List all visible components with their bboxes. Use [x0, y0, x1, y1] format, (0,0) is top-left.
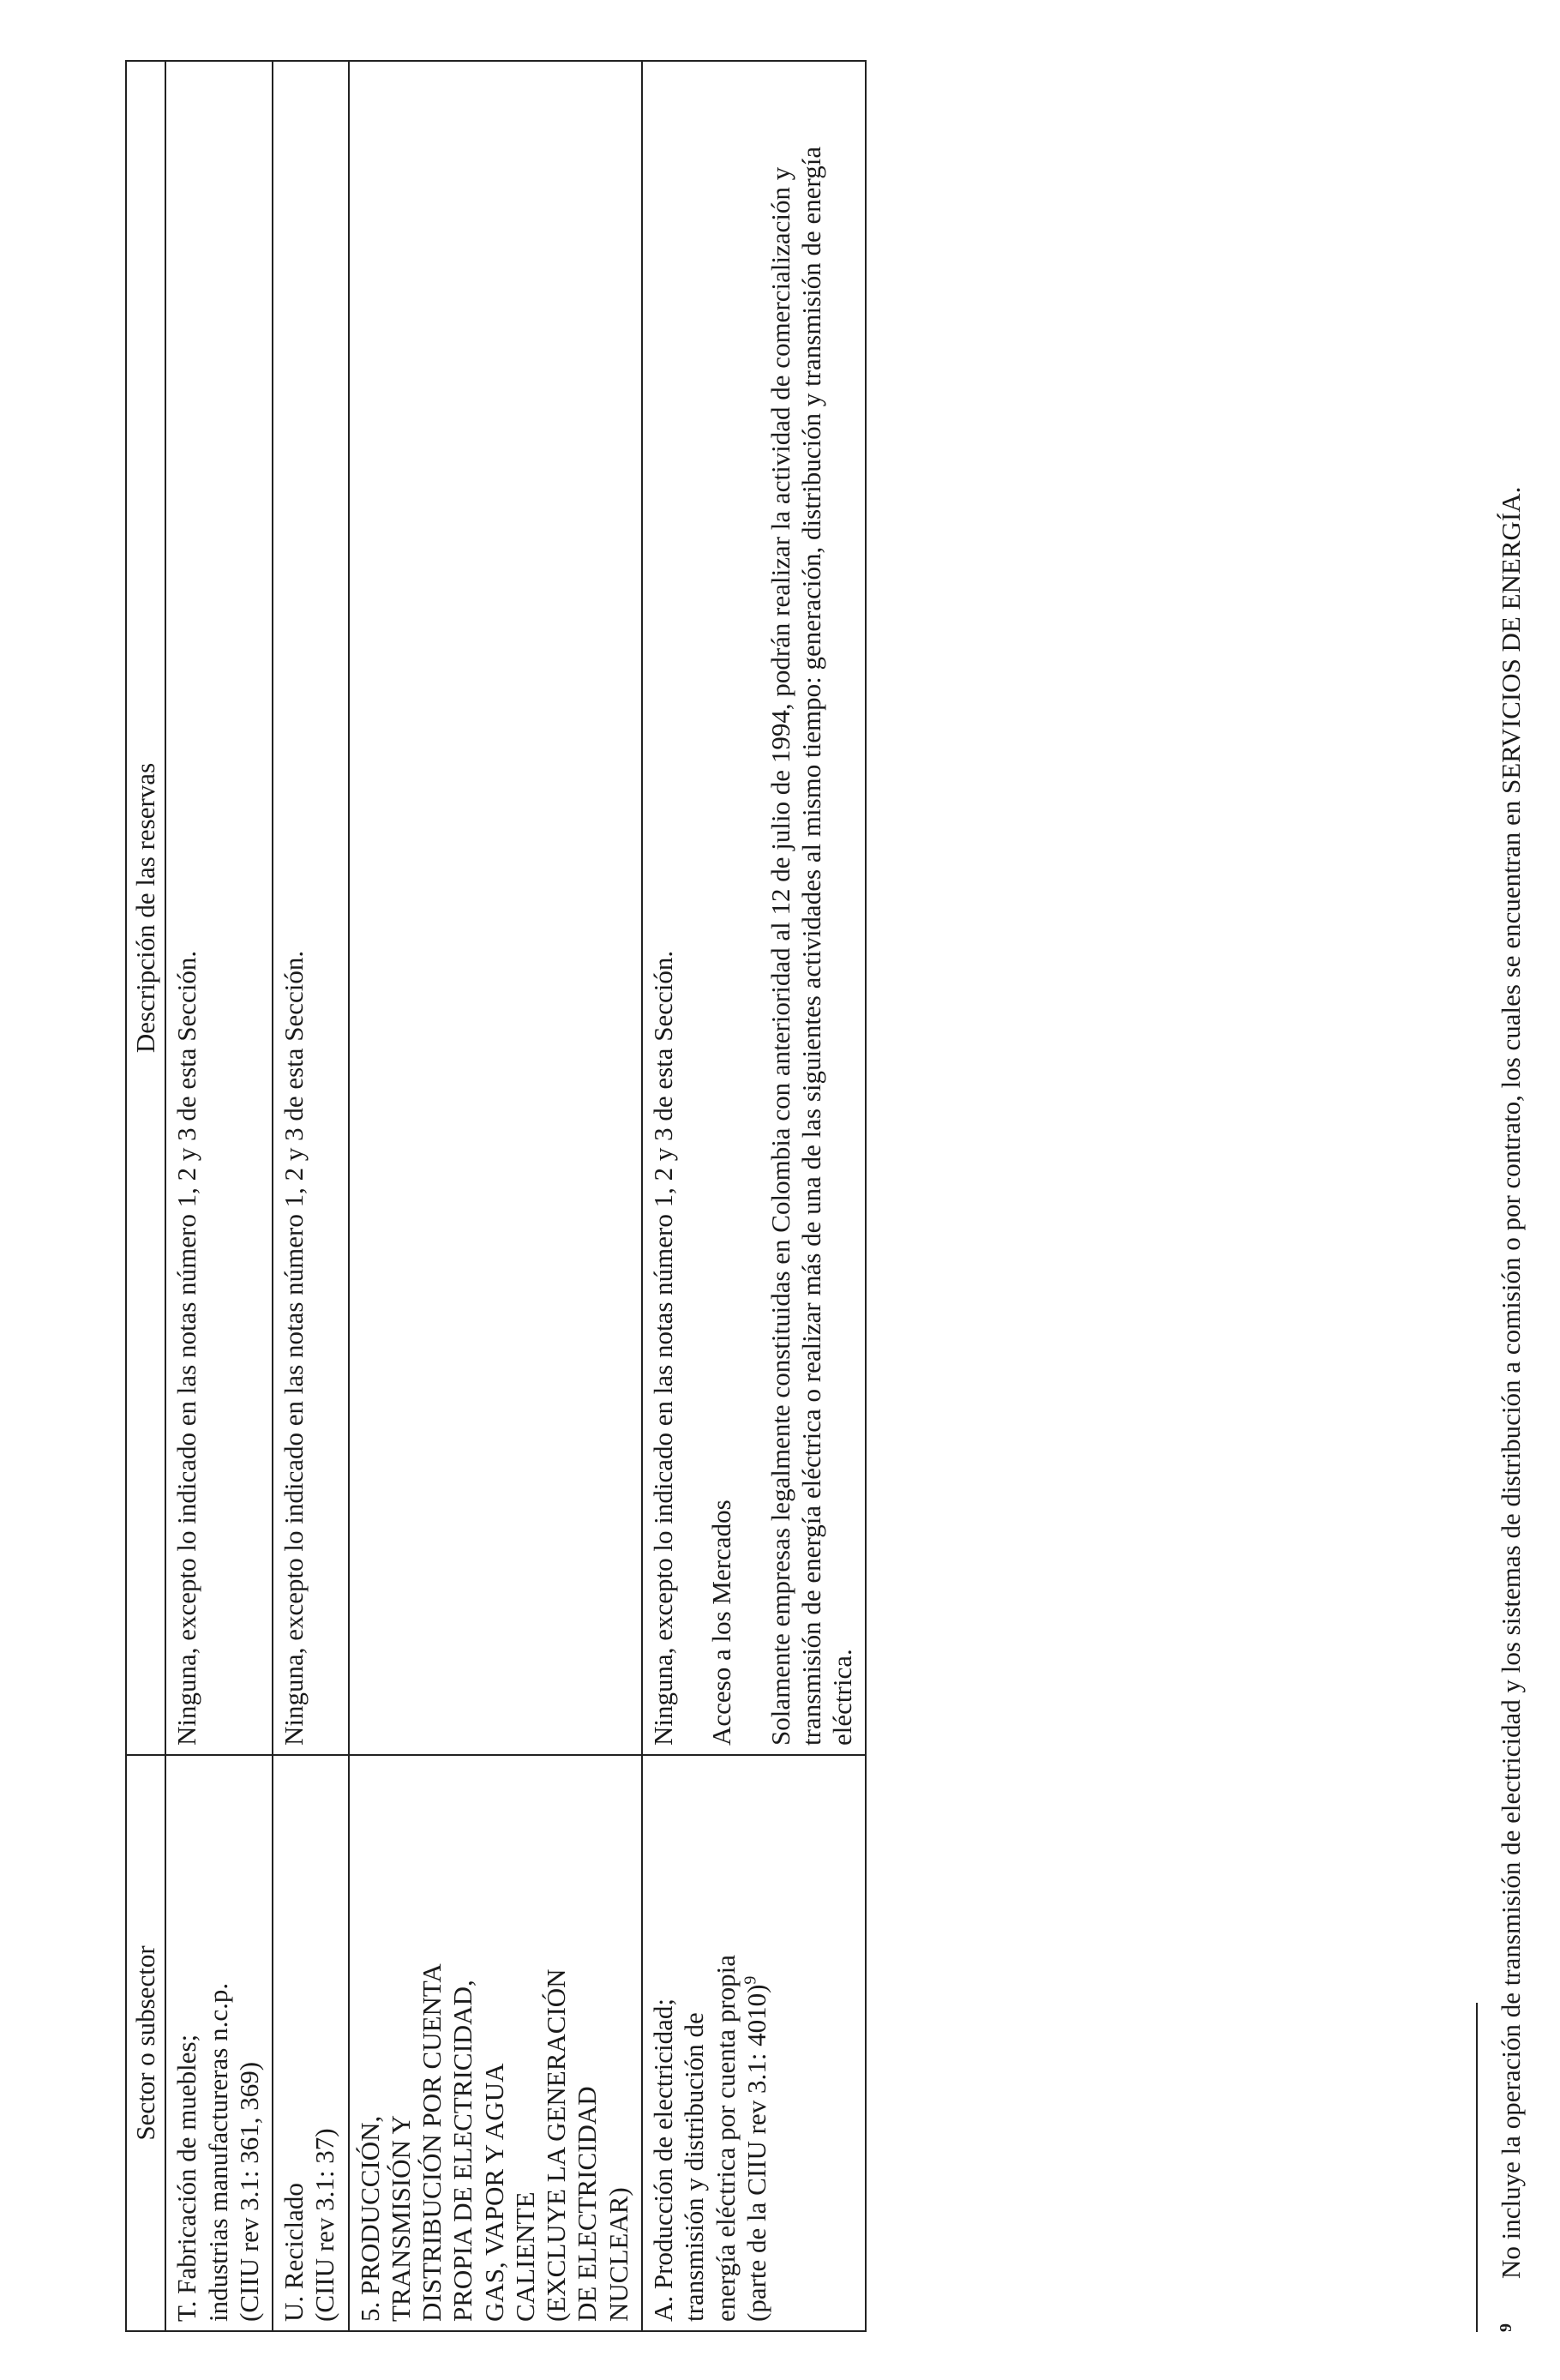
reserves-table — [125, 60, 867, 2332]
table-row — [349, 61, 642, 2331]
footnote-reference[interactable]: 9 — [741, 1975, 760, 1985]
sector-cell — [349, 1755, 642, 2331]
description-cell — [165, 61, 273, 1755]
sector-cell — [642, 1755, 866, 2331]
sector-text: T. Fabricación de muebles; industrias manufactureras n.c.p. (CIIU rev 3.1: 361, 369) — [171, 1982, 264, 2322]
table-header-row — [126, 61, 165, 2331]
footnote-text: No incluye la operación de transmisión de electricidad y los sistemas de distribución a comisión o por contrato, los cuales se encuentran en SERVICIOS DE ENERGÍA. — [1496, 486, 1526, 2279]
footnote-divider — [1476, 2003, 1478, 2332]
description-text: Solamente empresas legalmente constituidas en Colombia con anterioridad al 12 de julio de 1994, podrán realizar la actividad de comercialización y transmisión de energía eléctrica o realizar más de una de las siguientes actividades al mismo tiempo: generación, distribución y transmisión de energía eléctrica. — [765, 146, 858, 1746]
sector-text: U. Reciclado (CIIU rev 3.1: 37) — [279, 2128, 340, 2322]
sector-cell — [273, 1755, 349, 2331]
sector-cell — [165, 1755, 273, 2331]
description-text: Ninguna, excepto lo indicado en las notas número 1, 2 y 3 de esta Sección. — [647, 950, 678, 1746]
description-text: Ninguna, excepto lo indicado en las notas número 1, 2 y 3 de esta Sección. — [279, 950, 309, 1746]
description-text: Ninguna, excepto lo indicado en las notas número 1, 2 y 3 de esta Sección. — [171, 950, 202, 1746]
description-cell — [642, 61, 866, 1755]
footnote-number: 9 — [1497, 2323, 1515, 2332]
table-row — [273, 61, 349, 2331]
sector-text: A. Producción de electricidad; transmisión y distribución de energía eléctrica por cuenta propia (parte de la CIIU rev 3.1: 4010) — [647, 1954, 771, 2322]
description-cell-empty — [349, 61, 642, 1755]
description-cell — [273, 61, 349, 1755]
table-row — [642, 61, 866, 2331]
footnote — [1495, 69, 1527, 2332]
header-sector: Sector o subsector — [126, 1755, 165, 2331]
description-subheading: Acceso a los Mercados — [706, 1500, 737, 1746]
table-row — [165, 61, 273, 2331]
header-description: Descripción de las reservas — [126, 61, 165, 1755]
sector-text: 5. PRODUCCIÓN, TRANSMISIÓN Y DISTRIBUCIÓN POR CUENTA PROPIA DE ELECTRICIDAD, GAS, VAPOR Y AGUA CALIENTE (EXCLUYE LA GENERACIÓN DE ELECTRICIDAD NUCLEAR) — [354, 1963, 633, 2322]
